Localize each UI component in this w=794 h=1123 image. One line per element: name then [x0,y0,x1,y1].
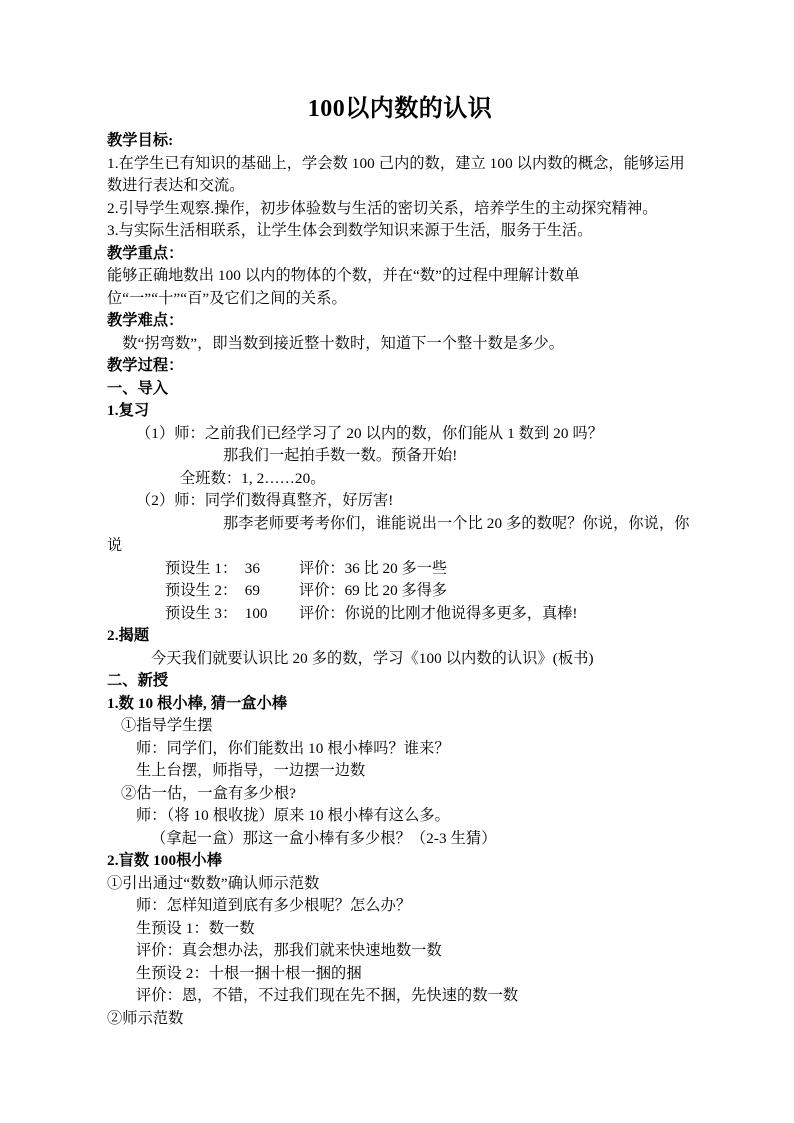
item-2-sub-1-line-4: 生预设 2：十根一捆十根一捆的捆 [136,964,362,982]
reveal-heading: 2.揭题 [107,627,150,644]
item-1-sub-2-line-2: （拿起一盒）那这一盒小棒有多少根？（2-3 生猜） [151,829,497,847]
student-answer: 预设生 3： 100 [165,604,268,622]
document-content [107,92,693,1030]
item-1-sub-1-line-1: 师：同学们，你们能数出 10 根小棒吗？谁来？ [136,739,450,757]
item-1-sub-2-line-1: 师：（将 10 根收拢）原来 10 根小棒有这么多。 [136,807,450,824]
review-question-2: （2）师：同学们数得真整齐，好厉害! [136,492,394,509]
student-row [107,603,693,626]
review-question-2-sub-1: 那李老师要考考你们，谁能说出一个比 20 多的数呢？你说，你说，你说 [107,514,690,554]
review-question-1: （1）师：之前我们已经学习了 20 以内的数，你们能从 1 数到 20 吗？ [136,424,604,442]
teacher-evaluation: 评价：36 比 20 多一些 [299,559,448,577]
item-2-sub-1-line-3: 评价：真会想办法，那我们就来快速地数一数 [136,942,442,959]
page-title: 100以内数的认识 [307,96,493,122]
objective-item-1: 1.在学生已有知识的基础上，学会数 100 己内的数，建立 100 以内数的概念，能够运用数进行表达和交流。 [107,154,685,194]
review-heading: 1.复习 [107,402,150,419]
student-row [107,558,693,581]
item-1-sub-1-heading: ①指导学生摆 [121,717,213,734]
item-1-sub-1-line-2: 生上台摆，师指导，一边摆一边数 [136,762,366,779]
reveal-text: 今天我们就要认识比 20 多的数，学习《100 以内数的认识》(板书) [151,649,594,667]
teacher-evaluation: 评价：你说的比刚才他说得多更多，真棒! [299,604,578,622]
item-2-sub-1-line-5: 评价：恩，不错，不过我们现在先不捆，先快速的数一数 [136,987,519,1004]
student-answer: 预设生 1： 36 [165,559,260,577]
teacher-evaluation: 评价：69 比 20 多得多 [299,582,448,599]
student-answer: 预设生 2： 69 [165,582,260,599]
objectives-heading: 教学目标: [107,132,174,149]
difficulty-text: 数“拐弯数”，即当数到接近整十数时，知道下一个整十数是多少。 [107,334,565,352]
objective-item-3: 3.与实际生活相联系，让学生体会到数学知识来源于生活，服务于生活。 [107,222,593,239]
item-2-sub-2-heading: ②师示范数 [107,1009,184,1027]
review-question-1-sub-1: 那我们一起拍手数一数。预备开始! [223,447,458,464]
key-point-text: 能够正确地数出 100 以内的物体的个数，并在“数”的过程中理解计数单位“一”“十”“百”及它们之间的关系。 [107,267,580,307]
student-row [107,580,693,603]
new-lesson-item-1-heading: 1.数 10 根小棒, 猜一盒小棒 [107,694,288,712]
new-lesson-item-2-heading: 2.盲数 100根小棒 [107,852,223,869]
item-1-sub-2-heading: ②估一估，一盒有多少根? [121,784,297,802]
review-question-1-sub-2: 全班数：1, 2……20。 [180,469,326,487]
item-2-sub-1-heading: ①引出通过“数数”确认师示范数 [107,874,320,892]
objective-item-2: 2.引导学生观察.操作，初步体验数与生活的密切关系，培养学生的主动探究精神。 [107,199,658,217]
part-two-heading: 二、新授 [107,672,169,689]
part-one-heading: 一、导入 [107,379,169,397]
item-2-sub-1-line-1: 师：怎样知道到底有多少根呢？怎么办？ [136,897,412,914]
item-2-sub-1-line-2: 生预设 1：数一数 [136,919,255,937]
process-heading: 教学过程： [107,357,184,374]
key-point-heading: 教学重点： [107,244,184,262]
difficulty-heading: 教学难点： [107,312,184,329]
